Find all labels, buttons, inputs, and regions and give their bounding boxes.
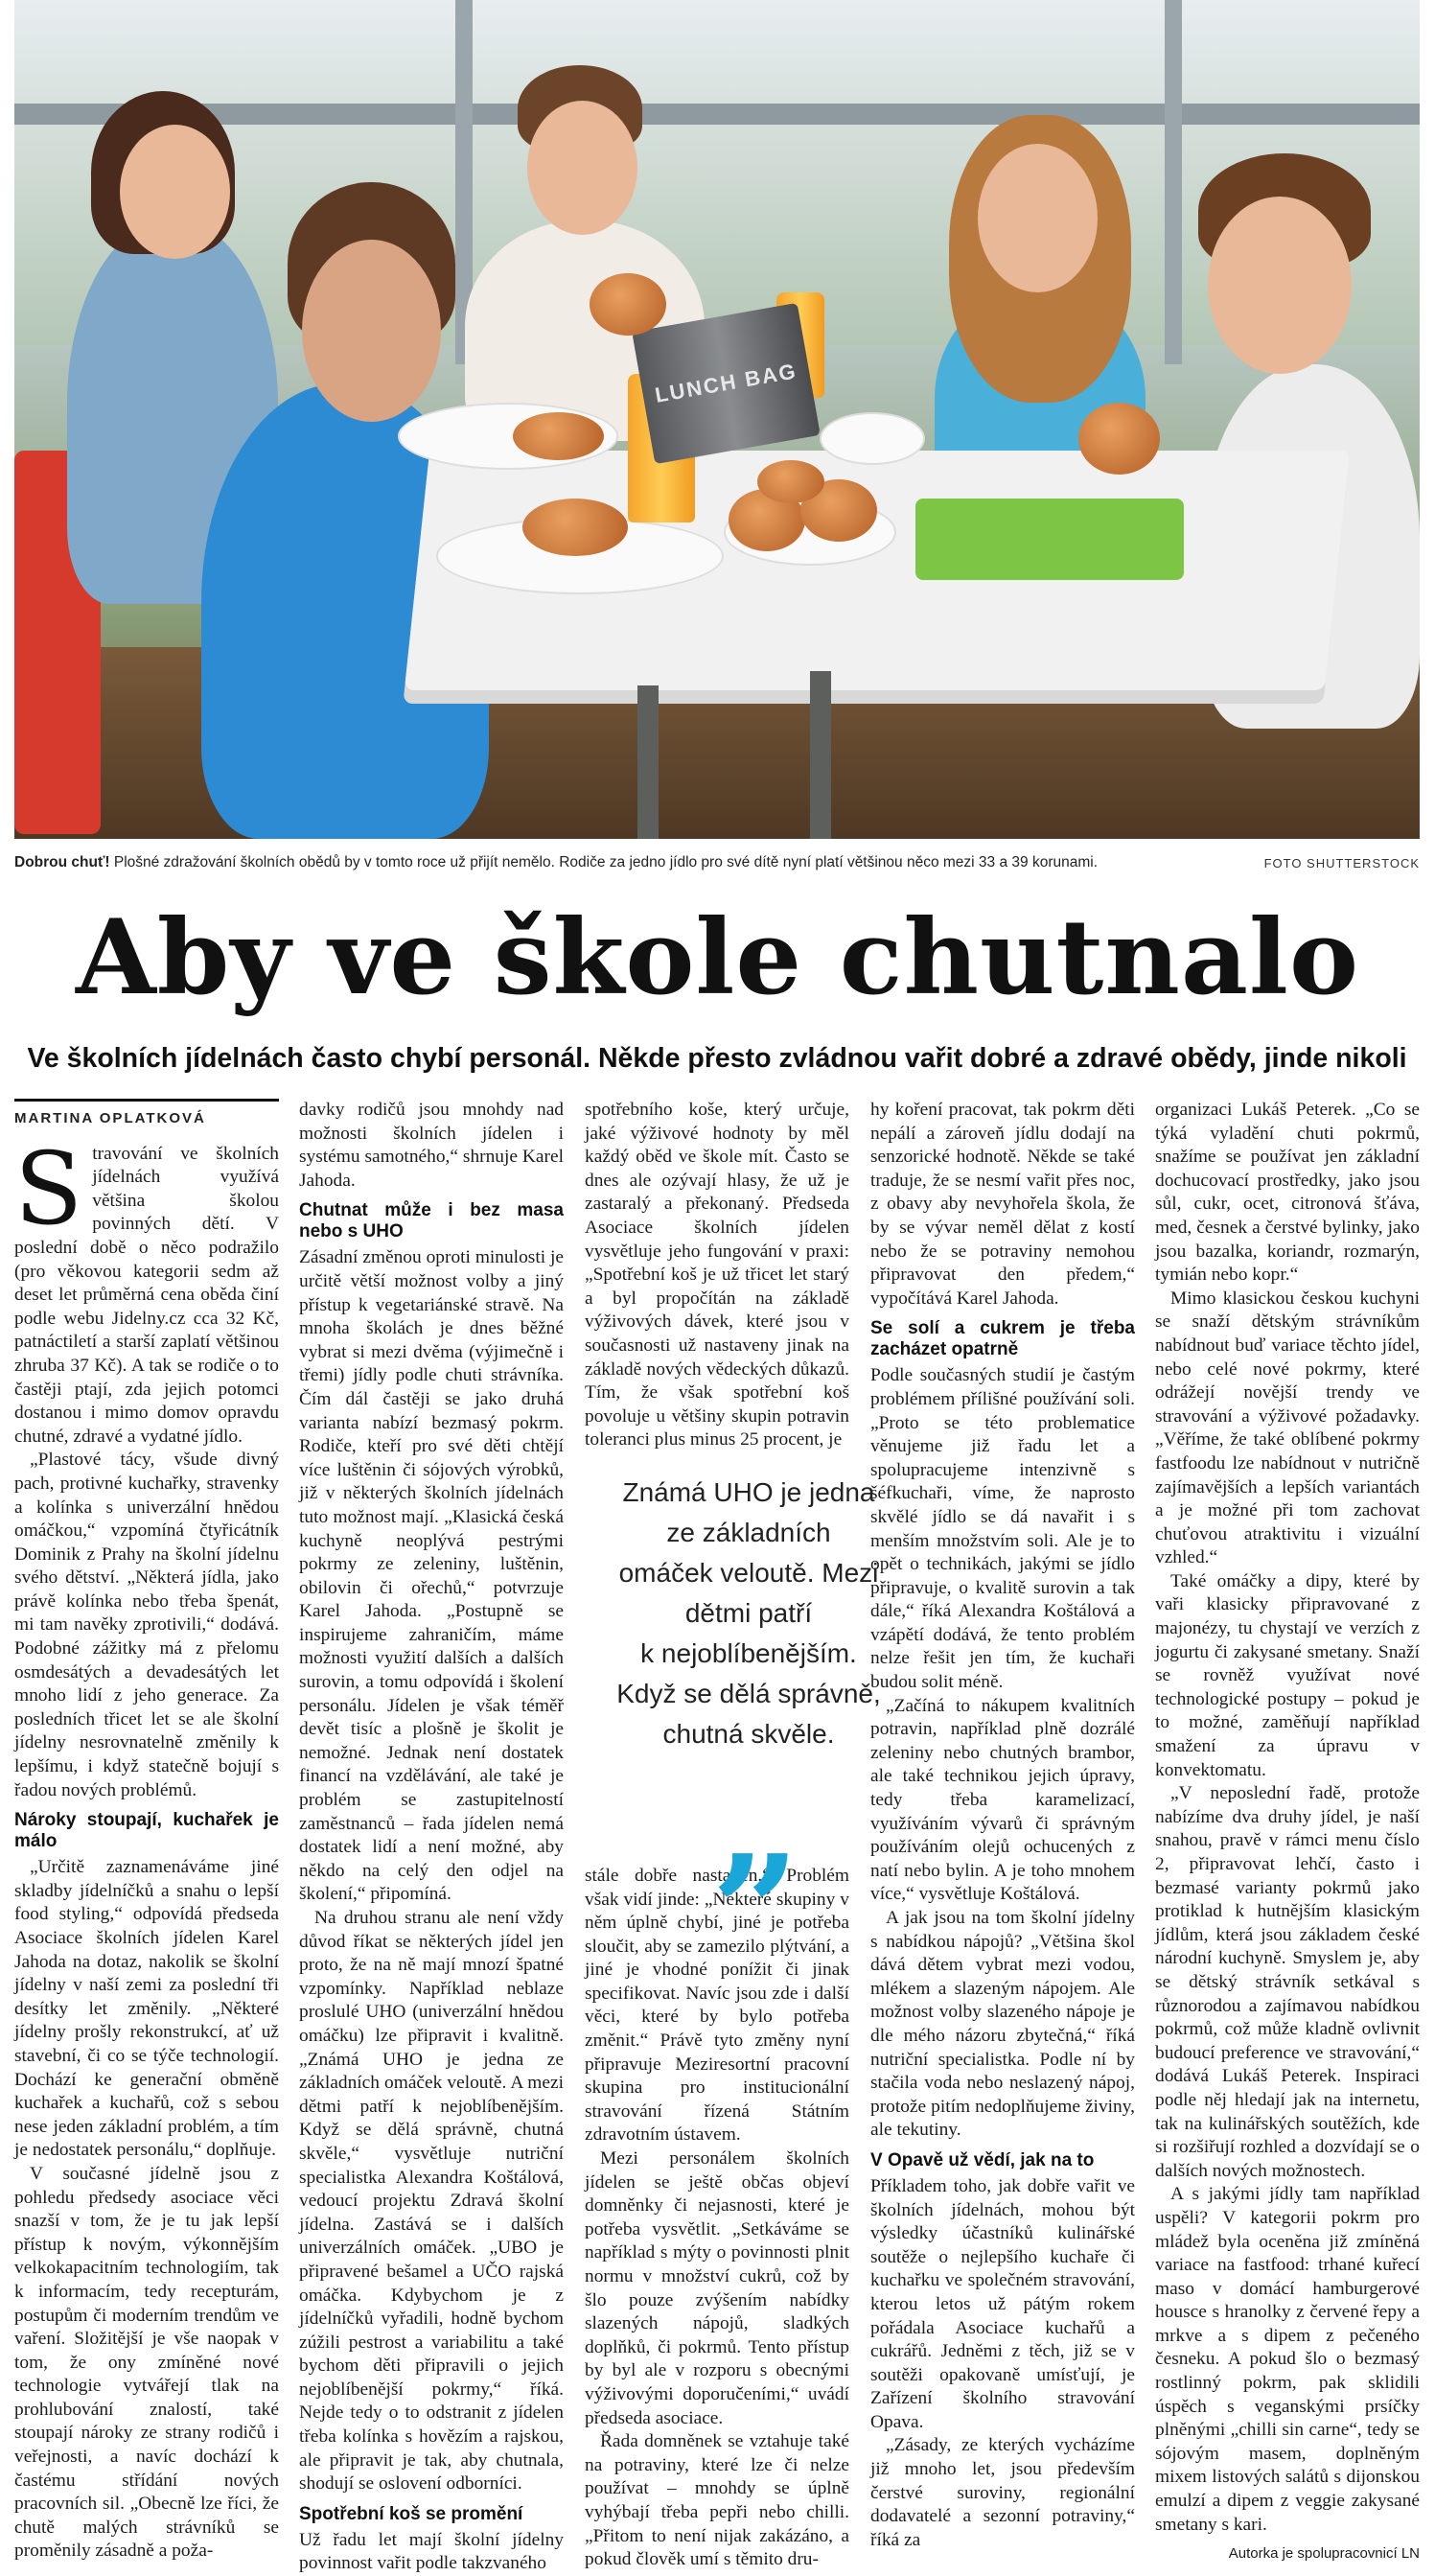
paragraph: Na druhou stranu ale není vždy důvod říkat se některých jídel jen proto, že na ně mají mnozí špatné vzpomínky. Například neblaze proslulé UHO (univerzální hnědou omáčku) lze připravit i kvalitně. „Známá UHO je jedna ze základních omáček veloutě. A mezi dětmi patří k nejoblíbenějším. Když se dělá správně, chutná skvěle,“ vysvětluje nutriční specialistka Alexandra Koštálová, vedoucí projektu Zdravá školní jídelna. Zastává se i dalších univerzálních omáček. „UBO je připravené bešamel a UČO rajská omáčka. Kdybychom je z jídelníčků vyřadili, hodně bychom zúžili pestrost a variabilitu a také bychom děti připravili o jejich nejoblíbenější pokrmy,“ říká. Nejde tedy o to odstranit z jídelen třeba kolínka s hovězím a rajskou, ale připravit je tak, aby chutnala, shodují se oslovení odborníci. — [299, 1908, 564, 2495]
sandwich — [590, 273, 666, 336]
section-heading: V Opavě už vědí, jak na to — [870, 2149, 1095, 2170]
paragraph: „Zásady, ze kterých vycházíme již mnoho let, jsou především čerstvé suroviny, regionální dodavatelé a sezonní potraviny,“ říká za — [870, 2435, 1135, 2550]
column-5 — [1155, 1099, 1420, 2563]
face — [527, 101, 637, 235]
quote-line: dětmi patří — [684, 1598, 813, 1628]
caption-body: Plošné zdražování školních obědů by v tomto roce už přijít nemělo. Rodiče za jedno jídlo pro své dítě nyní platí většinou něco mezi 33 a 39 korunami. — [109, 854, 1099, 870]
paragraph: Zásadní změnou oproti minulosti je určitě větší možnost volby a jiný přístup k vegetariánské stravě. Na mnoha školách je dnes běžné vybrat si mezi dvěma (výjimečně i třemi) jídly podle chuti strávníka. Čím dál častěji se jako druhá varianta nabízí bezmasý pokrm. Rodiče, kteří pro své děti chtějí více luštěnin či sójových výrobků, již v některých školních jídelnách tuto možnost mají. „Klasická česká kuchyně neoplývá pestrými pokrmy ze zeleniny, luštěnin, obilovin či ořechů,“ potvrzuje Karel Jahoda. „Postupně se inspirujeme zahraničím, máme možnosti využití dalších a dalších surovin, a tomu odpovídá i školení personálu. Jídelen je však téměř devět tisíc a plošně je školit je nemožné. Jednak není dostatek financí na vzdělávání, ale také je problém se zastupitelností zaměstnanců – řada jídelen nemá dostatek lidí a není možné, aby někdo na celý den odjel na školení,“ připomíná. — [299, 1247, 564, 1905]
paragraph: Už řadu let mají školní jídelny povinnost vařit podle takzvaného — [299, 2529, 564, 2574]
paragraph: travování ve školních jídelnách využívá většina školou povinných dětí. V poslední době o něco podražilo (pro věkovou kategorii sedm až deset let průměrná cena oběda činí podle webu Jidelny.cz cca 32 Kč, patnáctiletí a starší zaplatí většinou zhruba 37 Kč). A tak se rodiče o to častěji ptají, zda jejich potomci dostanou i mimo domov opravdu chutné, zdravé a vydatné jídlo. — [14, 1143, 279, 1447]
burger — [522, 499, 628, 556]
paragraph: V současné jídelně jsou z pohledu předsedy asociace věci snazší v tom, že je tu jak lepší přístup k novým, výkonnějším velkokapacitním technologiím, tak k informacím, tedy recepturám, postupům či moderním trendům ve vaření. Složitější je vše naopak v tom, že ony zmíněné nové technologie vytvářejí tlak na prohlubování znalostí, také stoupají nároky ze strany rodičů i veřejnosti, a navíc dochází k častému střídání nových pracovních sil. „Obecně lze říci, že chutě malých strávníků se proměnily zásadně a poža- — [14, 2163, 279, 2562]
paragraph: „Plastové tácy, všude divný pach, protivné kuchařky, stravenky a kolínka s univerzální hnědou omáčkou,“ vzpomíná čtyřicátník Dominik z Prahy na školní jídelnu svého dětství. „Některá jídla, jako právě kolínka nebo třeba špenát, mi tam navěky zprotivili,“ dodává. Podobné zážitky má z přelomu osmdesátých a devadesátých let mnoho lidí z jeho generace. Za posledních třicet let se ale školní jídelny nesrovnatelně změnily k lepšímu, i když statečně bojují s řadou nových problémů. — [14, 1450, 279, 1800]
headline: Aby ve škole chutnalo — [76, 897, 1359, 1018]
quote-line: chutná skvěle. — [662, 1719, 835, 1749]
section-heading: Nároky stoupají, kuchařek je málo — [14, 1810, 279, 1852]
column-4 — [870, 1099, 1135, 2550]
burger — [513, 412, 604, 460]
quote-mark-icon: „ — [713, 1733, 784, 1914]
table-leg — [637, 685, 659, 839]
neck-head — [302, 240, 441, 422]
paragraph: Podle současných studií je častým problémem přílišné používání soli. „Proto se této problematice věnujeme již řadu let a spolupracujeme intenzivně s šéfkuchaři, víme, že naprosto skvělé jídlo se dá navařit i s menším množstvím soli. Ale je to opět o technikách, jakými se jídlo připravuje, o kvalitě surovin a tak dále,“ říká Alexandra Koštálová a vzápětí dodává, že tento problém nelze řešit jen tím, že kuchaři budou solit méně. — [870, 1365, 1135, 1693]
author-note: Autorka je spolupracovnicí LN — [1228, 2545, 1420, 2563]
subheadline: Ve školních jídelnách často chybí personál. Někde přesto zvládnou vařit dobré a zdravé obědy, jinde nikoli — [27, 1043, 1407, 1074]
paragraph: Řada domněnek se vztahuje také na potraviny, které lze či nelze používat – mnohdy se úplně vyhýbají třeba pepři nebo chilli. „Přitom to není nijak zakázáno, a pokud člověk umí s těmito dru- — [585, 2431, 849, 2570]
paragraph: stále dobře nastaven.“ Problém však vidí jinde: „Některé skupiny v něm úplně chybí, jiné je potřeba sloučit, aby se zamezilo plýtvání, a jiné je vhodné ponížit či jinak specifikovat. Navíc jsou zde i další věci, které by bylo potřeba změnit.“ Právě tyto změny nyní připravuje Meziresortní pracovní skupina pro institucionální stravování řízená Státním zdravotním ústavem. — [585, 1865, 849, 2146]
section-heading: Se solí a cukrem je třeba zacházet opatrně — [870, 1318, 1135, 1360]
paragraph: davky rodičů jsou mnohdy nad možnosti školních jídelen i systému samotného,“ shrnuje Karel Jahoda. — [299, 1100, 564, 1191]
pull-quote — [605, 1473, 892, 1914]
paragraph: Mezi personálem školních jídelen se ještě občas objeví domněnky či nejasnosti, které je potřeba vysvětlit. „Setkáváme se například s mýty o povinnosti plnit normu v množství cukrů, což by šlo pouze zvýšením nabídky slazených nápojů, sladkých doplňků, či pokrmů. Tento přístup by byl ale v rozporu s obecnými výživovými doporučeními,“ uvádí předseda asociace. — [585, 2148, 849, 2428]
quote-line: omáček veloutě. Mezi — [618, 1558, 879, 1588]
paragraph: Mimo klasickou českou kuchyni se snaží dětským strávníkům nabídnout buď variace těchto jídel, nebo celé nové pokrmy, které odrážejí novější trendy ve stravování a výživové požadavky. „Věříme, že také oblíbené pokrmy fastfoodu lze nabídnout v nutričně zajímavějších a lepších variantách a je možné při tom zachovat chuťovou atraktivitu i vizuální vzhled.“ — [1155, 1288, 1420, 1568]
paragraph: „Určitě zaznamenáváme jiné skladby jídelníčků a snahu o lepší food styling,“ odpovídá předseda Asociace školních jídelen Karel Jahoda na dotaz, nakolik se školní jídelny v naší zemi za poslední tři desítky let změnily. „Některé jídelny prošly rekonstrukcí, ať už stavební, či co se týče technologií. Dochází ke generační obměně kuchařek a kuchařů, což s sebou nese jeden základní problém, a tím je nedostatek personálu,“ doplňuje. — [14, 1857, 279, 2161]
article-body — [14, 1099, 1420, 2574]
article-photo — [14, 0, 1420, 839]
drop-cap: S — [14, 1129, 83, 1247]
quote-line: ze základních — [666, 1518, 831, 1547]
paragraph: spotřebního koše, který určuje, jaké výživové hodnoty by měl každý oběd ve škole mít. Často se dnes ale ozývají hlasy, že už je zastaralý a překonaný. Předseda Asociace školních jídelen vysvětluje jeho fungování v praxi: „Spotřební koš je už třicet let starý a byl propočítán na základě výživových dávek, které jsou v současnosti už nastaveny jinak na základě nových vědeckých důkazů. Tím, že však spotřební koš povoluje u většiny skupin potravin toleranci plus minus 25 procent, je — [585, 1100, 849, 1450]
column-1 — [14, 1099, 279, 2562]
window-frame — [1165, 0, 1182, 364]
caption-text — [14, 854, 1098, 871]
sandwich — [1078, 403, 1160, 475]
paragraph: Také omáčky a dipy, které by vaři klasicky připravované z majonézy, tu chystají ve verzích z jogurtu či zakysané smetany. Snaží se rovněž využívat nové technologické postupy – pokud je to možné, zaměňují například smažení za úpravu v konvektomatu. — [1155, 1570, 1420, 1780]
lunch-bag: LUNCH BAG — [632, 303, 821, 464]
section-heading: Chutnat může i bez masa nebo s UHO — [299, 1200, 564, 1242]
section-heading: Spotřební koš se promění — [299, 2503, 523, 2524]
paragraph: Příkladem toho, jak dobře vařit ve školních jídelnách, mohou být výsledky účastníků kulinářské soutěže o nejlepšího kuchaře či kuchařku ve společném stravování, kterou letos už pátým rokem pořádala Asociace kuchařů a cukrářů. Jedněmi z těch, již se v soutěži opakovaně umísťují, je Zařízení školního stravování Opava. — [870, 2175, 1135, 2432]
paragraph: A s jakými jídly tam například uspěli? V kategorii pokrm pro mládež byla oceněna již zmíněná variace na fastfood: trhané kuřecí maso v domácí hamburgerové housce s hranolky z červené řepy a mrkve a s dipem z pečeného česneku. A pokud šlo o bezmasý rostlinný pokrm, pak sklidili úspěch s veganskými prsíčky plněnými „chilli sin carne“, tedy se sójovým masem, doplněným mixem listových salátů s dijonskou emulzí a dipem z veggie zakysané smetany s kari. — [1155, 2184, 1420, 2535]
photo-credit: FOTO SHUTTERSTOCK — [1263, 855, 1420, 870]
green-tray — [915, 499, 1184, 580]
photo-caption — [14, 851, 1420, 874]
window-bar — [14, 104, 1420, 125]
column-2 — [299, 1099, 564, 2574]
face — [1208, 197, 1352, 374]
paragraph: hy koření pracovat, tak pokrm děti nepálí a zároveň jídlu dodají na senzorické hodnotě. Někde se také traduje, že se nesmí vařit přes noc, z obavy aby nevyhořela škola, že by se vývar neměl dělat z kostí nebo že se potraviny nemohou připravovat den předem,“ vypočítává Karel Jahoda. — [870, 1100, 1135, 1309]
quote-line: Známá UHO je jedna — [622, 1477, 875, 1507]
author-byline: MARTINA OPLATKOVÁ — [14, 1099, 279, 1131]
table-leg — [810, 671, 831, 839]
bowl — [820, 412, 925, 465]
paragraph: „Začíná to nákupem kvalitních potravin, například plně dozrálé zeleniny nebo chutných brambor, ale také technikou jejich úpravy, tedy třeba karamelizací, využíváním vývarů či správným používáním olejů ochucených z natí nebo bylin. A je toho mnohem více,“ vysvětluje Koštálová. — [870, 1695, 1135, 1905]
caption-lead: Dobrou chuť! — [14, 854, 110, 870]
quote-line: k nejoblíbenějším. — [640, 1638, 857, 1668]
paragraph: „V neposlední řadě, protože nabízíme dva druhy jídel, je naší snahou, pravě v rámci menu číslo 2, připravovat lehčí, často i bezmasé varianty pokrmů jako protiklad k hutnějším klasickým jídlům, která jsou základem české národní kuchyně. Smyslem je, aby se dětský strávník setkával s různorodou a zajímavou nabídkou pokrmů, což může kladně ovlivnit budoucí preference ve stravování,“ dodává Lukáš Peterek. Inspiraci podle něj hledají jak na internetu, tak na kulinářských soutěžích, kde si rozšiřují rozhled a dozvídají se o dalších nových možnostech. — [1155, 1783, 1420, 2181]
paragraph: organizaci Lukáš Peterek. „Co se týká vyladění chuti pokrmů, snažíme se používat jen základní dochucovací prostředky, jako jsou sůl, cukr, ocet, citronová šťáva, med, česnek a čerstvé bylinky, jako jsou bazalka, koriandr, rozmarýn, tymián nebo kopr.“ — [1155, 1100, 1420, 1286]
quote-line: Když se dělá správně, — [616, 1679, 881, 1708]
face — [978, 144, 1098, 292]
paragraph: A jak jsou na tom školní jídelny s nabídkou nápojů? „Většina škol dává dětem vybrat mezi vodou, mlékem a slazeným nápojem. Ale možnost volby slazeného nápoje je dle mého názoru zbytečná,“ říká nutriční specialistka. Podle ní by stačila voda nebo neslazený nápoj, protože pitím nedoplňujeme živiny, ale tekutiny. — [870, 1908, 1135, 2141]
bun — [757, 460, 824, 503]
face — [120, 125, 230, 259]
